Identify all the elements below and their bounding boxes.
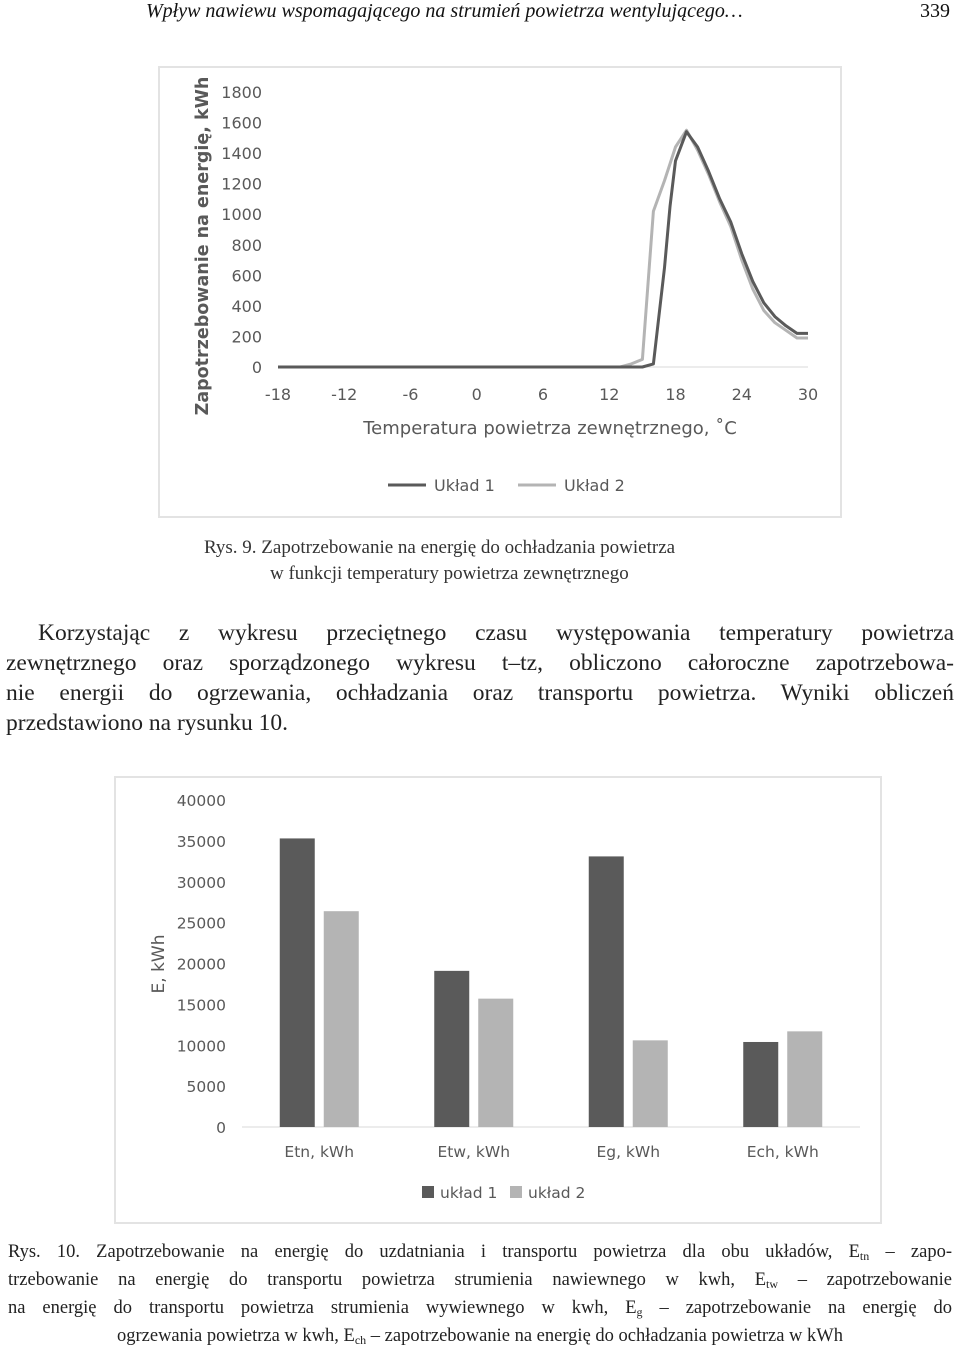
paragraph-line-4: przedstawiono na rysunku 10.	[6, 710, 288, 736]
legend-swatch	[422, 1186, 434, 1198]
y-tick-label: 40000	[176, 792, 226, 810]
y-tick-label: 0	[216, 1119, 226, 1137]
caption-text: ogrzewania powietrza w kwh, E	[116, 1326, 355, 1346]
y-tick-label: 0	[251, 358, 262, 377]
figure-9-chart	[158, 66, 842, 518]
x-tick-label: -6	[402, 385, 419, 404]
bar-chart	[116, 778, 880, 1222]
legend-swatch	[510, 1186, 522, 1198]
y-tick-label: 800	[231, 235, 262, 255]
legend-label: Układ 2	[564, 476, 625, 495]
figure-9-caption-line-2: w funkcji temperatury powietrza zewnętrznego	[270, 563, 629, 584]
running-head	[0, 0, 960, 30]
y-tick-label: 10000	[176, 1037, 226, 1056]
y-tick-label: 400	[231, 296, 262, 316]
y-tick-label: 5000	[186, 1078, 226, 1097]
category-label: Etw, kWh	[437, 1143, 511, 1161]
paragraph-line-3: nie energii do ogrzewania, ochładzania oraz transportu powietrza. Wyniki obliczeń	[6, 680, 954, 706]
series-line-2	[278, 130, 808, 367]
x-axis-title: Temperatura powietrza zewnętrznego, ˚C	[363, 418, 737, 439]
caption-text: Rys. 10. Zapotrzebowanie na energię do uzdatniania i transportu powietrza dla obu układów, E	[8, 1242, 860, 1262]
y-tick-label: 600	[231, 266, 262, 286]
bar-2	[324, 911, 359, 1127]
x-tick-label: -12	[331, 385, 358, 404]
paragraph-line-2: zewnętrznego oraz sporządzonego wykresu t–tz, obliczono całoroczne zapotrzebowa-	[6, 650, 954, 676]
caption-subscript: tn	[859, 1249, 870, 1263]
y-tick-label: 1000	[221, 205, 262, 225]
body-paragraph	[6, 618, 954, 738]
y-tick-label: 35000	[176, 832, 226, 851]
running-title: Wpływ nawiewu wspomagającego na strumień powietrza wentylującego…	[146, 0, 743, 22]
y-tick-label: 25000	[176, 914, 226, 933]
category-label: Etn, kWh	[284, 1143, 355, 1161]
x-tick-label: 18	[665, 385, 686, 404]
y-axis-title: Zapotrzebowanie na energię, kWh	[193, 76, 213, 416]
figure-10-caption	[8, 1238, 952, 1350]
bar-1	[743, 1042, 778, 1127]
figure-9-caption-line-1: Rys. 9. Zapotrzebowanie na energię do ochładzania powietrza	[204, 537, 676, 558]
page-number: 339	[920, 0, 950, 22]
figure-10-chart	[114, 776, 882, 1224]
legend-label: układ 2	[528, 1184, 586, 1202]
y-axis-title: E, kWh	[149, 934, 169, 994]
bar-1	[589, 856, 624, 1127]
x-tick-label: 24	[731, 385, 752, 404]
y-tick-label: 20000	[176, 955, 226, 974]
figure-9-caption	[204, 535, 675, 587]
figure-10-caption-line-2	[8, 1266, 952, 1294]
y-tick-label: 1800	[221, 83, 262, 102]
caption-subscript: g	[636, 1305, 643, 1319]
x-tick-label: 12	[599, 385, 620, 404]
category-label: Ech, kWh	[746, 1143, 819, 1161]
y-tick-label: 15000	[176, 996, 226, 1015]
bar-2	[633, 1040, 668, 1127]
y-tick-label: 200	[231, 327, 262, 347]
x-tick-label: 0	[471, 385, 482, 404]
y-tick-label: 1200	[221, 174, 262, 194]
caption-text: – zapotrzebowanie na energię do ochładzania powietrza w kWh	[366, 1326, 844, 1346]
x-tick-label: 6	[537, 385, 549, 404]
y-tick-label: 1600	[221, 113, 262, 133]
x-tick-label: -18	[264, 385, 292, 404]
caption-text: – zapo-	[869, 1242, 952, 1262]
bar-2	[478, 999, 513, 1127]
caption-subscript: tw	[766, 1277, 779, 1291]
x-tick-label: 30	[797, 385, 819, 404]
caption-text: – zapotrzebowanie	[778, 1270, 952, 1290]
figure-10-caption-line-1	[8, 1238, 952, 1266]
bar-2	[787, 1031, 822, 1127]
category-label: Eg, kWh	[596, 1143, 661, 1161]
series-line-1	[278, 132, 808, 367]
caption-subscript: ch	[354, 1333, 367, 1347]
legend-label: Układ 1	[434, 476, 495, 495]
bar-1	[434, 971, 469, 1127]
caption-text: na energię do transportu powietrza strumienia wywiewnego w kwh, E	[8, 1298, 637, 1318]
caption-text: trzebowanie na energię do transportu powietrza strumienia nawiewnego w kwh, E	[8, 1270, 767, 1290]
figure-10-caption-line-3	[8, 1294, 952, 1322]
y-tick-label: 1400	[221, 144, 262, 164]
paragraph-line-1: Korzystając z wykresu przeciętnego czasu występowania temperatury powietrza	[38, 620, 954, 646]
caption-text: – zapotrzebowanie na energię do	[642, 1298, 952, 1318]
legend-label: układ 1	[440, 1184, 498, 1202]
bar-1	[280, 838, 315, 1127]
figure-10-caption-line-4	[8, 1322, 952, 1350]
line-chart	[160, 68, 840, 516]
y-tick-label: 30000	[176, 873, 226, 892]
